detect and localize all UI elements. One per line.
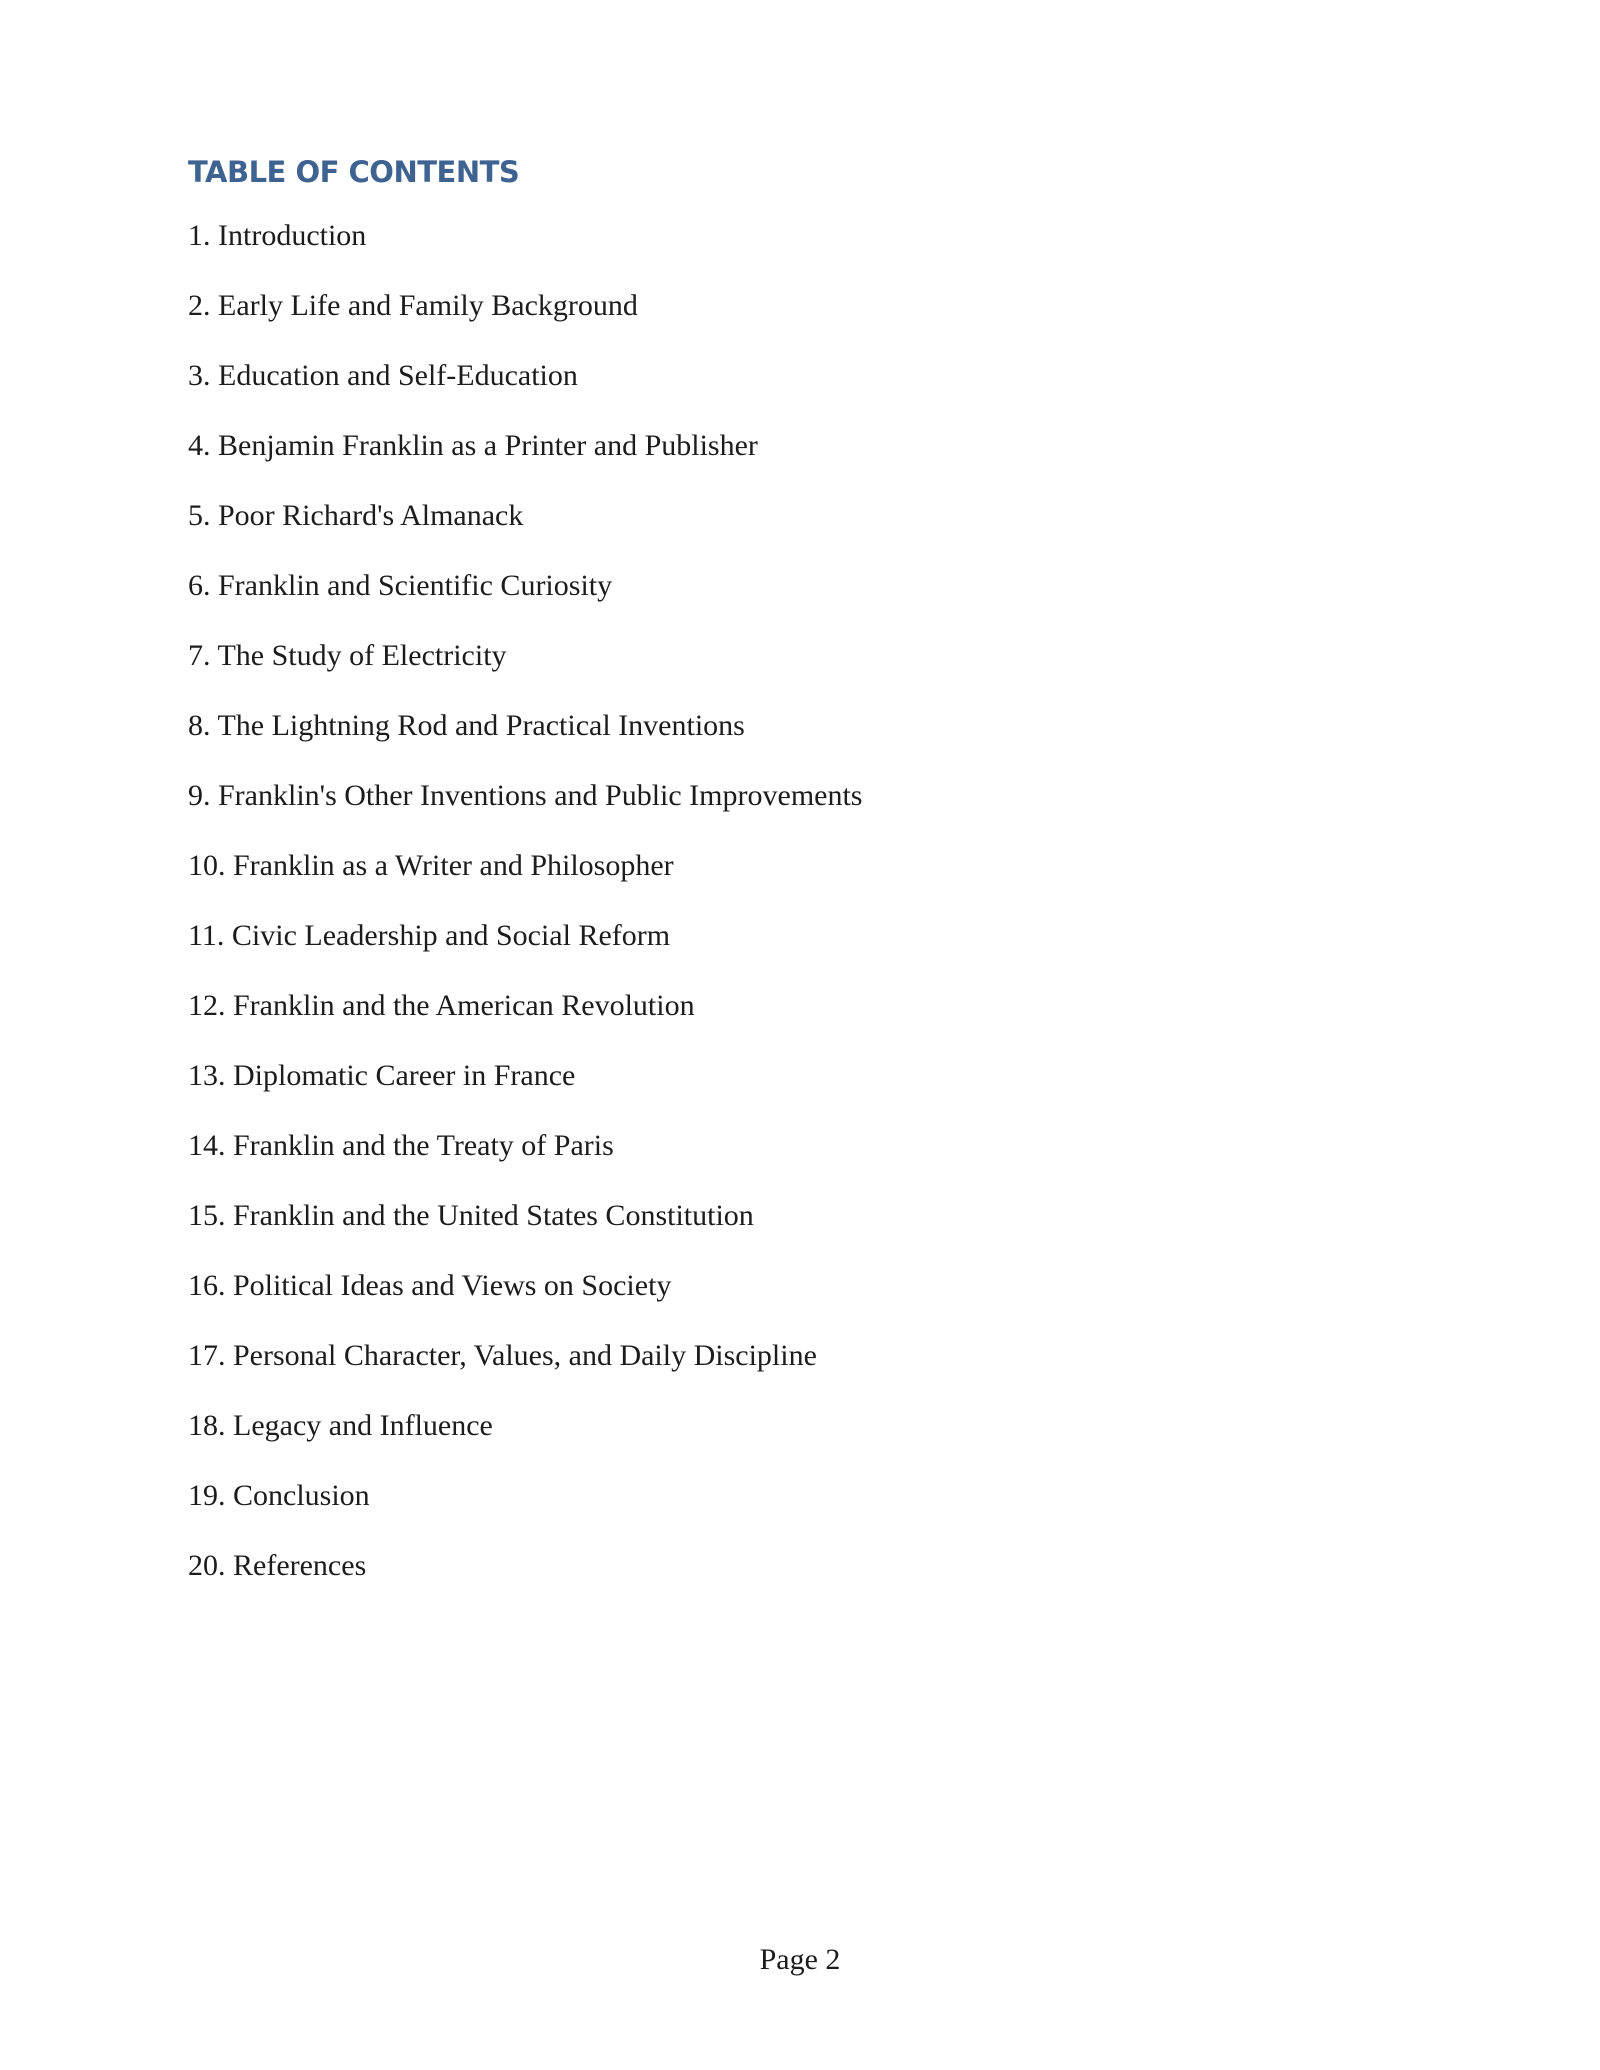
toc-item: 11. Civic Leadership and Social Reform bbox=[188, 919, 671, 952]
toc-item: 6. Franklin and Scientific Curiosity bbox=[188, 569, 613, 602]
toc-item: 2. Early Life and Family Background bbox=[188, 289, 638, 322]
toc-list bbox=[188, 216, 862, 1616]
toc-item: 7. The Study of Electricity bbox=[188, 639, 507, 672]
toc-item: 10. Franklin as a Writer and Philosopher bbox=[188, 849, 674, 882]
toc-item: 16. Political Ideas and Views on Society bbox=[188, 1269, 672, 1302]
toc-item: 20. References bbox=[188, 1549, 367, 1582]
toc-item: 15. Franklin and the United States Constitution bbox=[188, 1199, 754, 1232]
toc-item: 19. Conclusion bbox=[188, 1479, 370, 1512]
toc-item: 5. Poor Richard's Almanack bbox=[188, 499, 524, 532]
toc-item: 14. Franklin and the Treaty of Paris bbox=[188, 1129, 614, 1162]
toc-item: 1. Introduction bbox=[188, 219, 367, 252]
toc-item: 13. Diplomatic Career in France bbox=[188, 1059, 576, 1092]
toc-item: 9. Franklin's Other Inventions and Public Improvements bbox=[188, 779, 863, 812]
toc-item: 12. Franklin and the American Revolution bbox=[188, 989, 695, 1022]
toc-item: 18. Legacy and Influence bbox=[188, 1409, 493, 1442]
toc-heading: TABLE OF CONTENTS bbox=[188, 155, 520, 189]
toc-item: 4. Benjamin Franklin as a Printer and Publisher bbox=[188, 429, 758, 462]
toc-item: 17. Personal Character, Values, and Daily Discipline bbox=[188, 1339, 817, 1372]
toc-item: 3. Education and Self-Education bbox=[188, 359, 578, 392]
page-number: Page 2 bbox=[759, 1943, 841, 1976]
toc-item: 8. The Lightning Rod and Practical Inventions bbox=[188, 709, 745, 742]
